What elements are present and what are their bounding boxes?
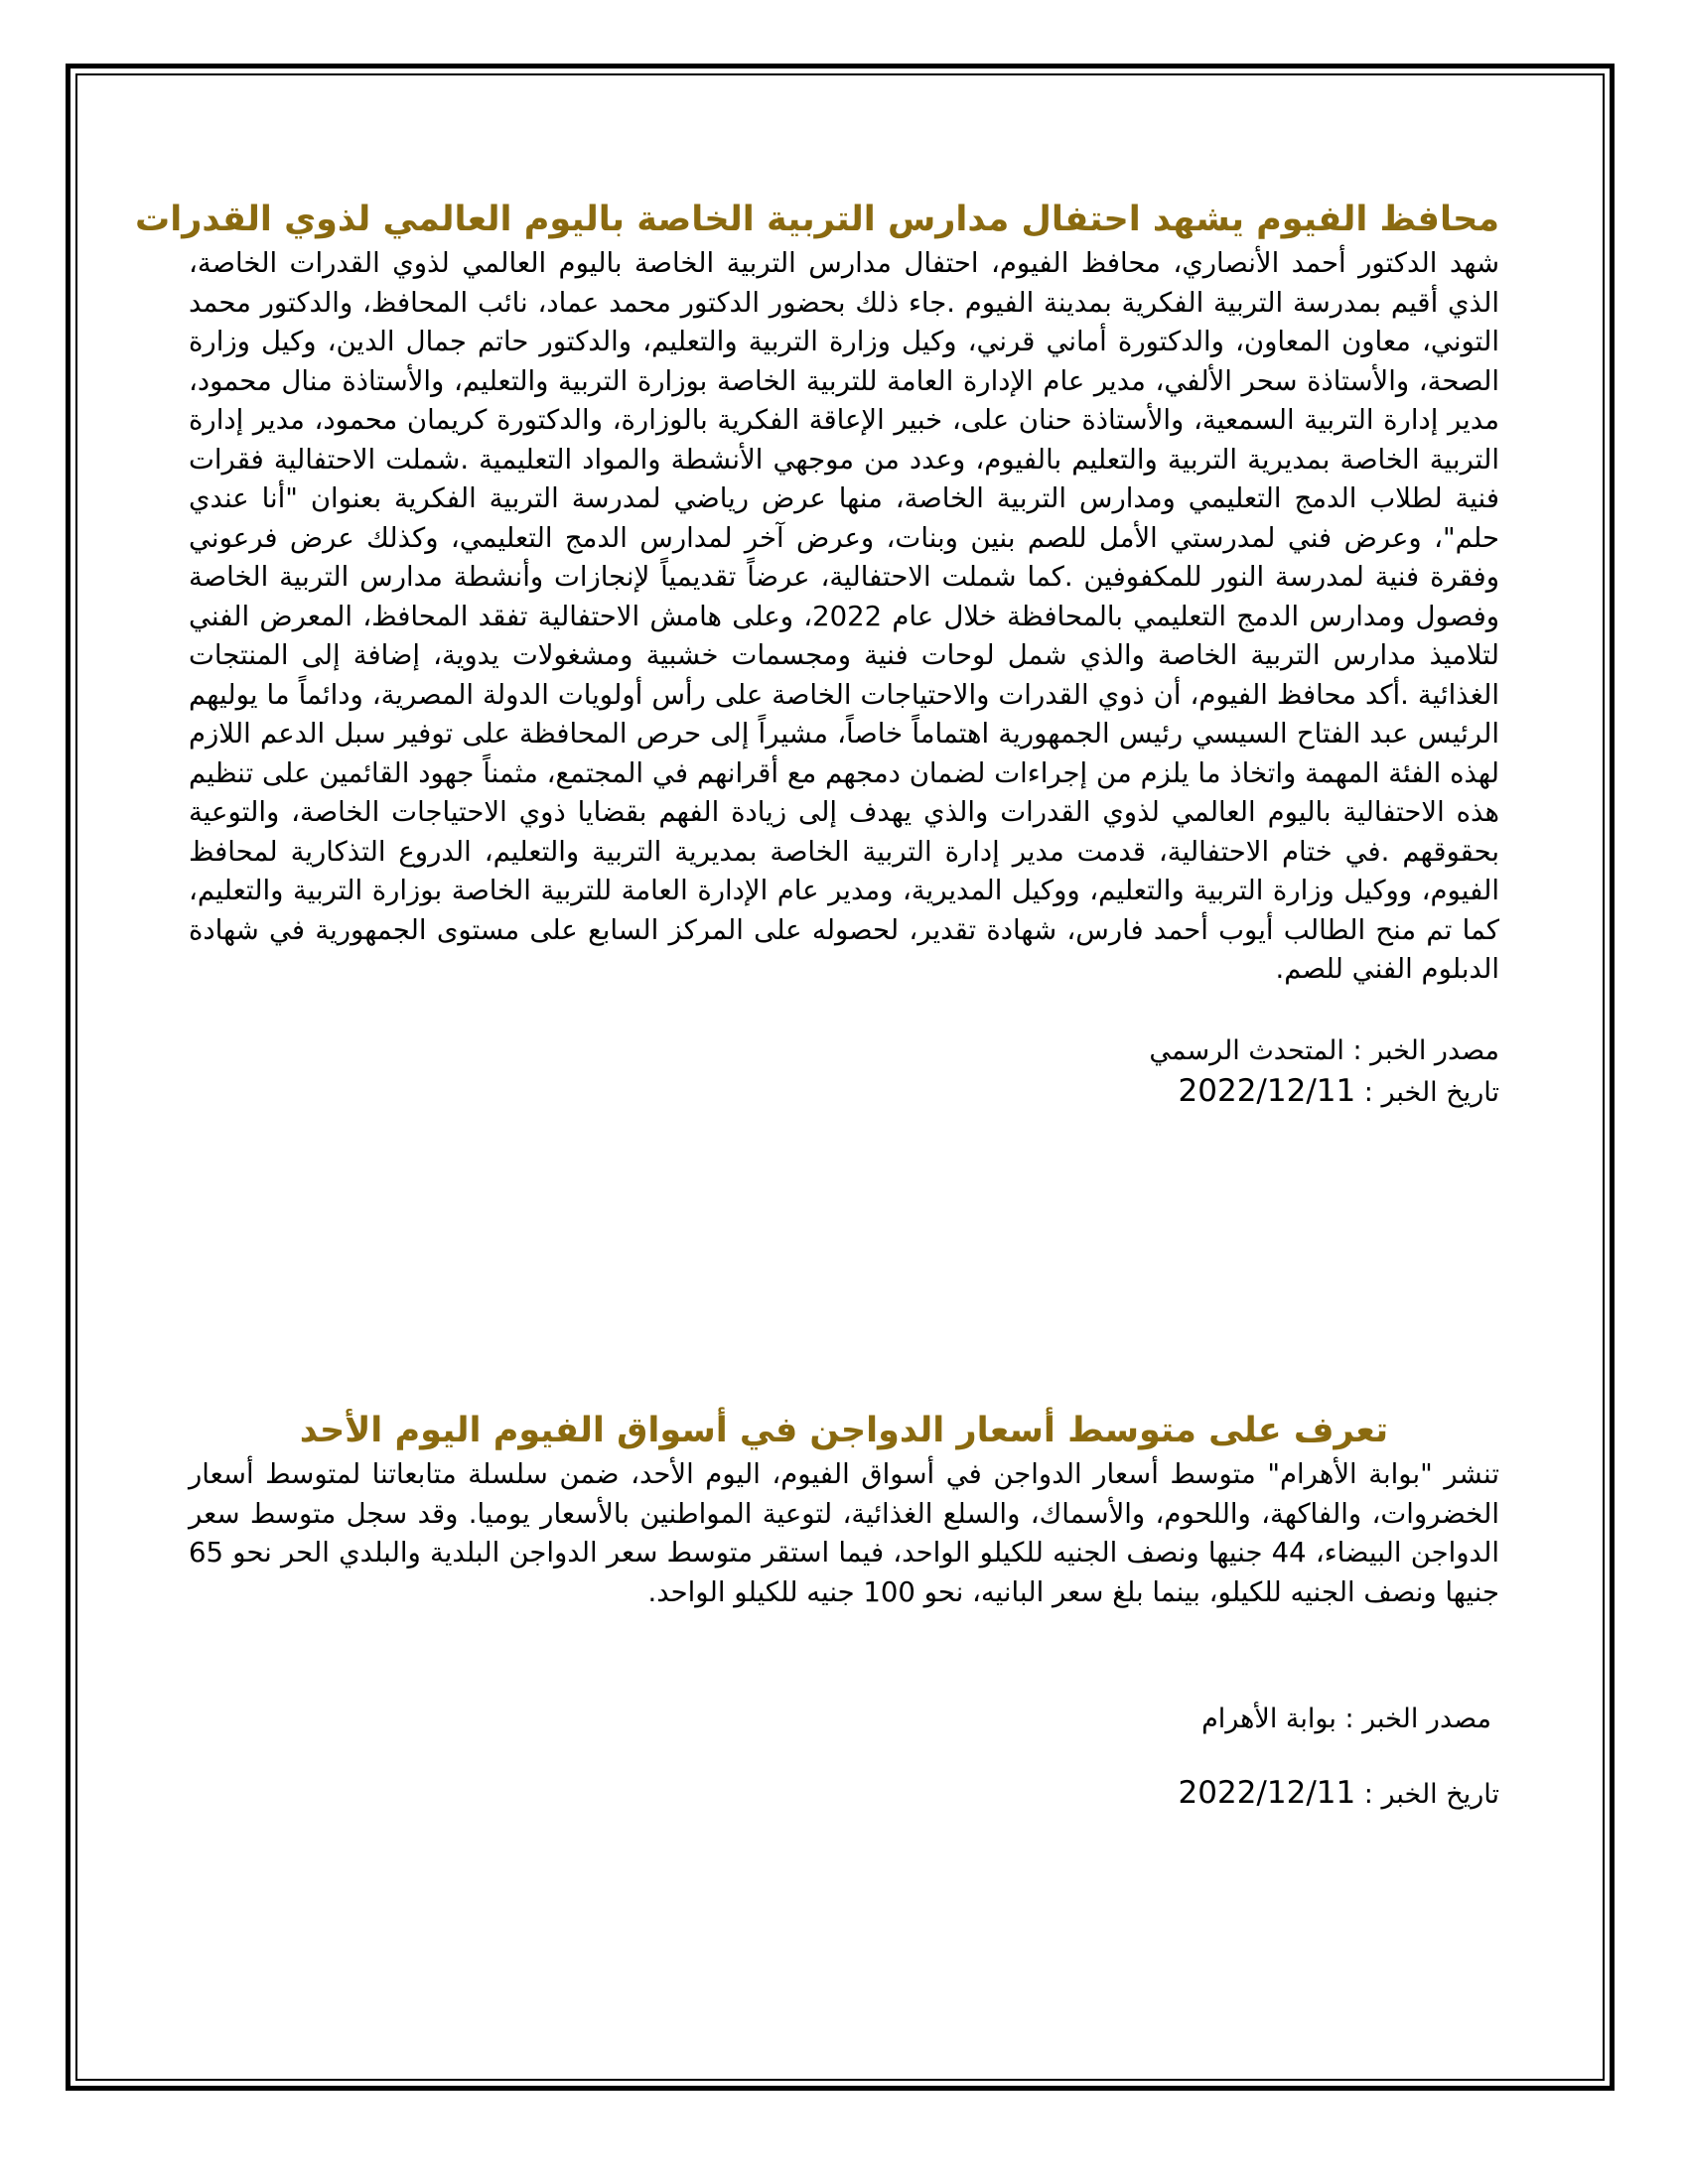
date-label: تاريخ الخبر	[1381, 1076, 1499, 1108]
article-date: تاريخ الخبر : 2022/12/11	[1178, 1072, 1499, 1109]
source-label: مصدر الخبر	[1362, 1704, 1491, 1734]
article-source: مصدر الخبر : المتحدث الرسمي	[1149, 1034, 1499, 1066]
article-body: شهد الدكتور أحمد الأنصاري، محافظ الفيوم، احتفال مدارس التربية الخاصة باليوم العالمي لذوي القدرات الخاصة، الذي أقيم بمدرسة التربية الفكرية بمدينة الفيوم .جاء ذلك بحضور الدكتور محمد عماد، نائب المحافظ، والدكتور محمد التوني، معاون المعاون، والدكتورة أماني قرني، وكيل وزارة التربية والتعليم، والدكتور حاتم جمال الدين، وكيل وزارة الصحة، والأستاذة سحر الألفي، مدير عام الإدارة العامة للتربية الخاصة بوزارة التربية والتعليم، والأستاذة منال محمود، مدير إدارة التربية السمعية، والأستاذة حنان على، خبير الإعاقة الفكرية بالوزارة، والدكتورة كريمان محمود، مدير إدارة التربية الخاصة بمديرية التربية والتعليم بالفيوم، وعدد من موجهي الأنشطة والمواد التعليمية .شملت الاحتفالية فقرات فنية لطلاب الدمج التعليمي ومدارس التربية الخاصة، منها عرض رياضي لمدرسة التربية الفكرية بعنوان "أنا عندي حلم"، وعرض فني لمدرستي الأمل للصم بنين وبنات، وعرض آخر لمدارس الدمج التعليمي، وكذلك عرض فرعوني وفقرة فنية لمدرسة النور للمكفوفين .كما شملت الاحتفالية، عرضاً تقديمياً لإنجازات وأنشطة مدارس التربية الخاصة وفصول ومدارس الدمج التعليمي بالمحافظة خلال عام 2022، وعلى هامش الاحتفالية تفقد المحافظ، المعرض الفني لتلاميذ مدارس التربية الخاصة والذي شمل لوحات فنية ومجسمات خشبية ومشغولات يدوية، إضافة إلى المنتجات الغذائية .أكد محافظ الفيوم، أن ذوي القدرات والاحتياجات الخاصة على رأس أولويات الدولة المصرية، ودائماً ما يوليهم الرئيس عبد الفتاح السيسي رئيس الجمهورية اهتماماً خاصاً، مشيراً إلى حرص المحافظة على توفير سبل الدعم اللازم لهذه الفئة المهمة واتخاذ ما يلزم من إجراءات لضمان دمجهم مع أقرانهم في المجتمع، مثمناً جهود القائمين على تنظيم هذه الاحتفالية باليوم العالمي لذوي القدرات والذي يهدف إلى زيادة الفهم بقضايا ذوي الاحتياجات الخاصة، والتوعية بحقوقهم .في ختام الاحتفالية، قدمت مدير إدارة التربية الخاصة بمديرية التربية والتعليم، الدروع التذكارية لمحافظ الفيوم، ووكيل وزارة التربية والتعليم، ووكيل المديرية، ومدير عام الإدارة العامة للتربية الخاصة بوزارة التربية والتعليم، كما تم منح الطالب أيوب أحمد فارس، شهادة تقدير، لحصوله على المركز السابع على مستوى الجمهورية في شهادة الدبلوم الفني للصم.	[189, 247, 1500, 985]
date-value: 2022/12/11	[1178, 1775, 1356, 1811]
article-body: تنشر "بوابة الأهرام" متوسط أسعار الدواجن في أسواق الفيوم، اليوم الأحد، ضمن سلسلة متابعاتنا لمتوسط أسعار الخضروات، والفاكهة، واللحوم، والأسماك، والسلع الغذائية، لتوعية المواطنين بالأسعار يوميا. وقد سجل متوسط سعر الدواجن البيضاء، 44 جنيها ونصف الجنيه للكيلو الواحد، فيما استقر متوسط سعر الدواجن البلدية والبلدي الحر نحو 65 جنيها ونصف الجنيه للكيلو، بينما بلغ سعر البانيه، نحو 100 جنيه للكيلو الواحد.	[189, 1458, 1499, 1608]
date-label: تاريخ الخبر	[1381, 1779, 1499, 1810]
date-value: 2022/12/11	[1178, 1072, 1356, 1109]
news-article-poultry-prices	[189, 1406, 1499, 1815]
source-value: بوابة الأهرام	[1201, 1704, 1336, 1734]
source-label: مصدر الخبر	[1370, 1034, 1499, 1066]
source-value: المتحدث الرسمي	[1149, 1034, 1344, 1066]
article-headline: تعرف على متوسط أسعار الدواجن في أسواق الفيوم اليوم الأحد	[299, 1411, 1389, 1450]
news-article-governor-celebration	[135, 195, 1500, 1113]
article-source: مصدر الخبر : بوابة الأهرام	[1201, 1704, 1491, 1734]
article-date: تاريخ الخبر : 2022/12/11	[1178, 1775, 1499, 1811]
article-headline: محافظ الفيوم يشهد احتفال مدارس التربية الخاصة باليوم العالمي لذوي القدرات	[135, 200, 1499, 239]
